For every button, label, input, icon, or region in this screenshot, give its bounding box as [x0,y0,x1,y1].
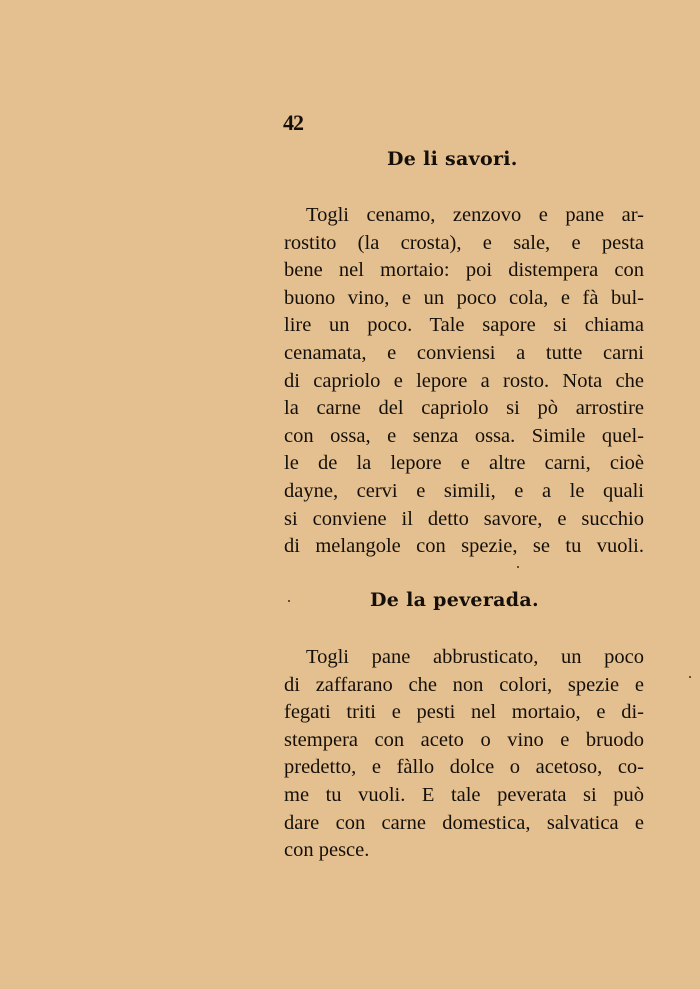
text-line: con ossa, e senza ossa. Simile quel- [284,424,644,447]
text-line: cenamata, e conviensi a tutte carni [284,341,644,364]
text-line: si conviene il detto savore, e succhio [284,507,644,530]
section-title-savori: De li savori. [387,148,518,170]
ink-speck [517,566,519,568]
paragraph-peverada [284,644,644,865]
section-title-peverada: De la peverada. [370,589,539,611]
text-line: Togli cenamo, zenzovo e pane ar- [306,204,644,226]
text-line: di melangole con spezie, se tu vuoli. [284,535,644,558]
text-line: di zaffarano che non colori, spezie e [284,673,644,696]
text-line: con pesce. [284,839,370,862]
text-line: di capriolo e lepore a rosto. Nota che [284,369,644,392]
text-line: Togli pane abbrusticato, un poco [306,646,644,668]
paragraph-savori [284,202,644,561]
text-line: dare con carne domestica, salvatica e [284,811,644,834]
page-number: 42 [283,110,303,135]
text-line: buono vino, e un poco cola, e fà bul- [284,286,644,309]
text-line: le de la lepore e altre carni, cioè [284,452,644,475]
text-line: dayne, cervi e simili, e a le quali [284,479,644,502]
text-line: lire un poco. Tale sapore si chiama [284,314,644,337]
text-line: bene nel mortaio: poi distempera con [284,259,644,282]
ink-speck [288,600,290,602]
text-line: predetto, e fàllo dolce o acetoso, co- [284,756,644,779]
text-line: fegati triti e pesti nel mortaio, e di- [284,701,644,724]
ink-speck [689,676,691,678]
text-line: rostito (la crosta), e sale, e pesta [284,231,644,254]
text-line: stempera con aceto o vino e bruodo [284,728,644,751]
text-line: la carne del capriolo si pò arrostire [284,397,644,420]
text-line: me tu vuoli. E tale peverata si può [284,783,644,806]
